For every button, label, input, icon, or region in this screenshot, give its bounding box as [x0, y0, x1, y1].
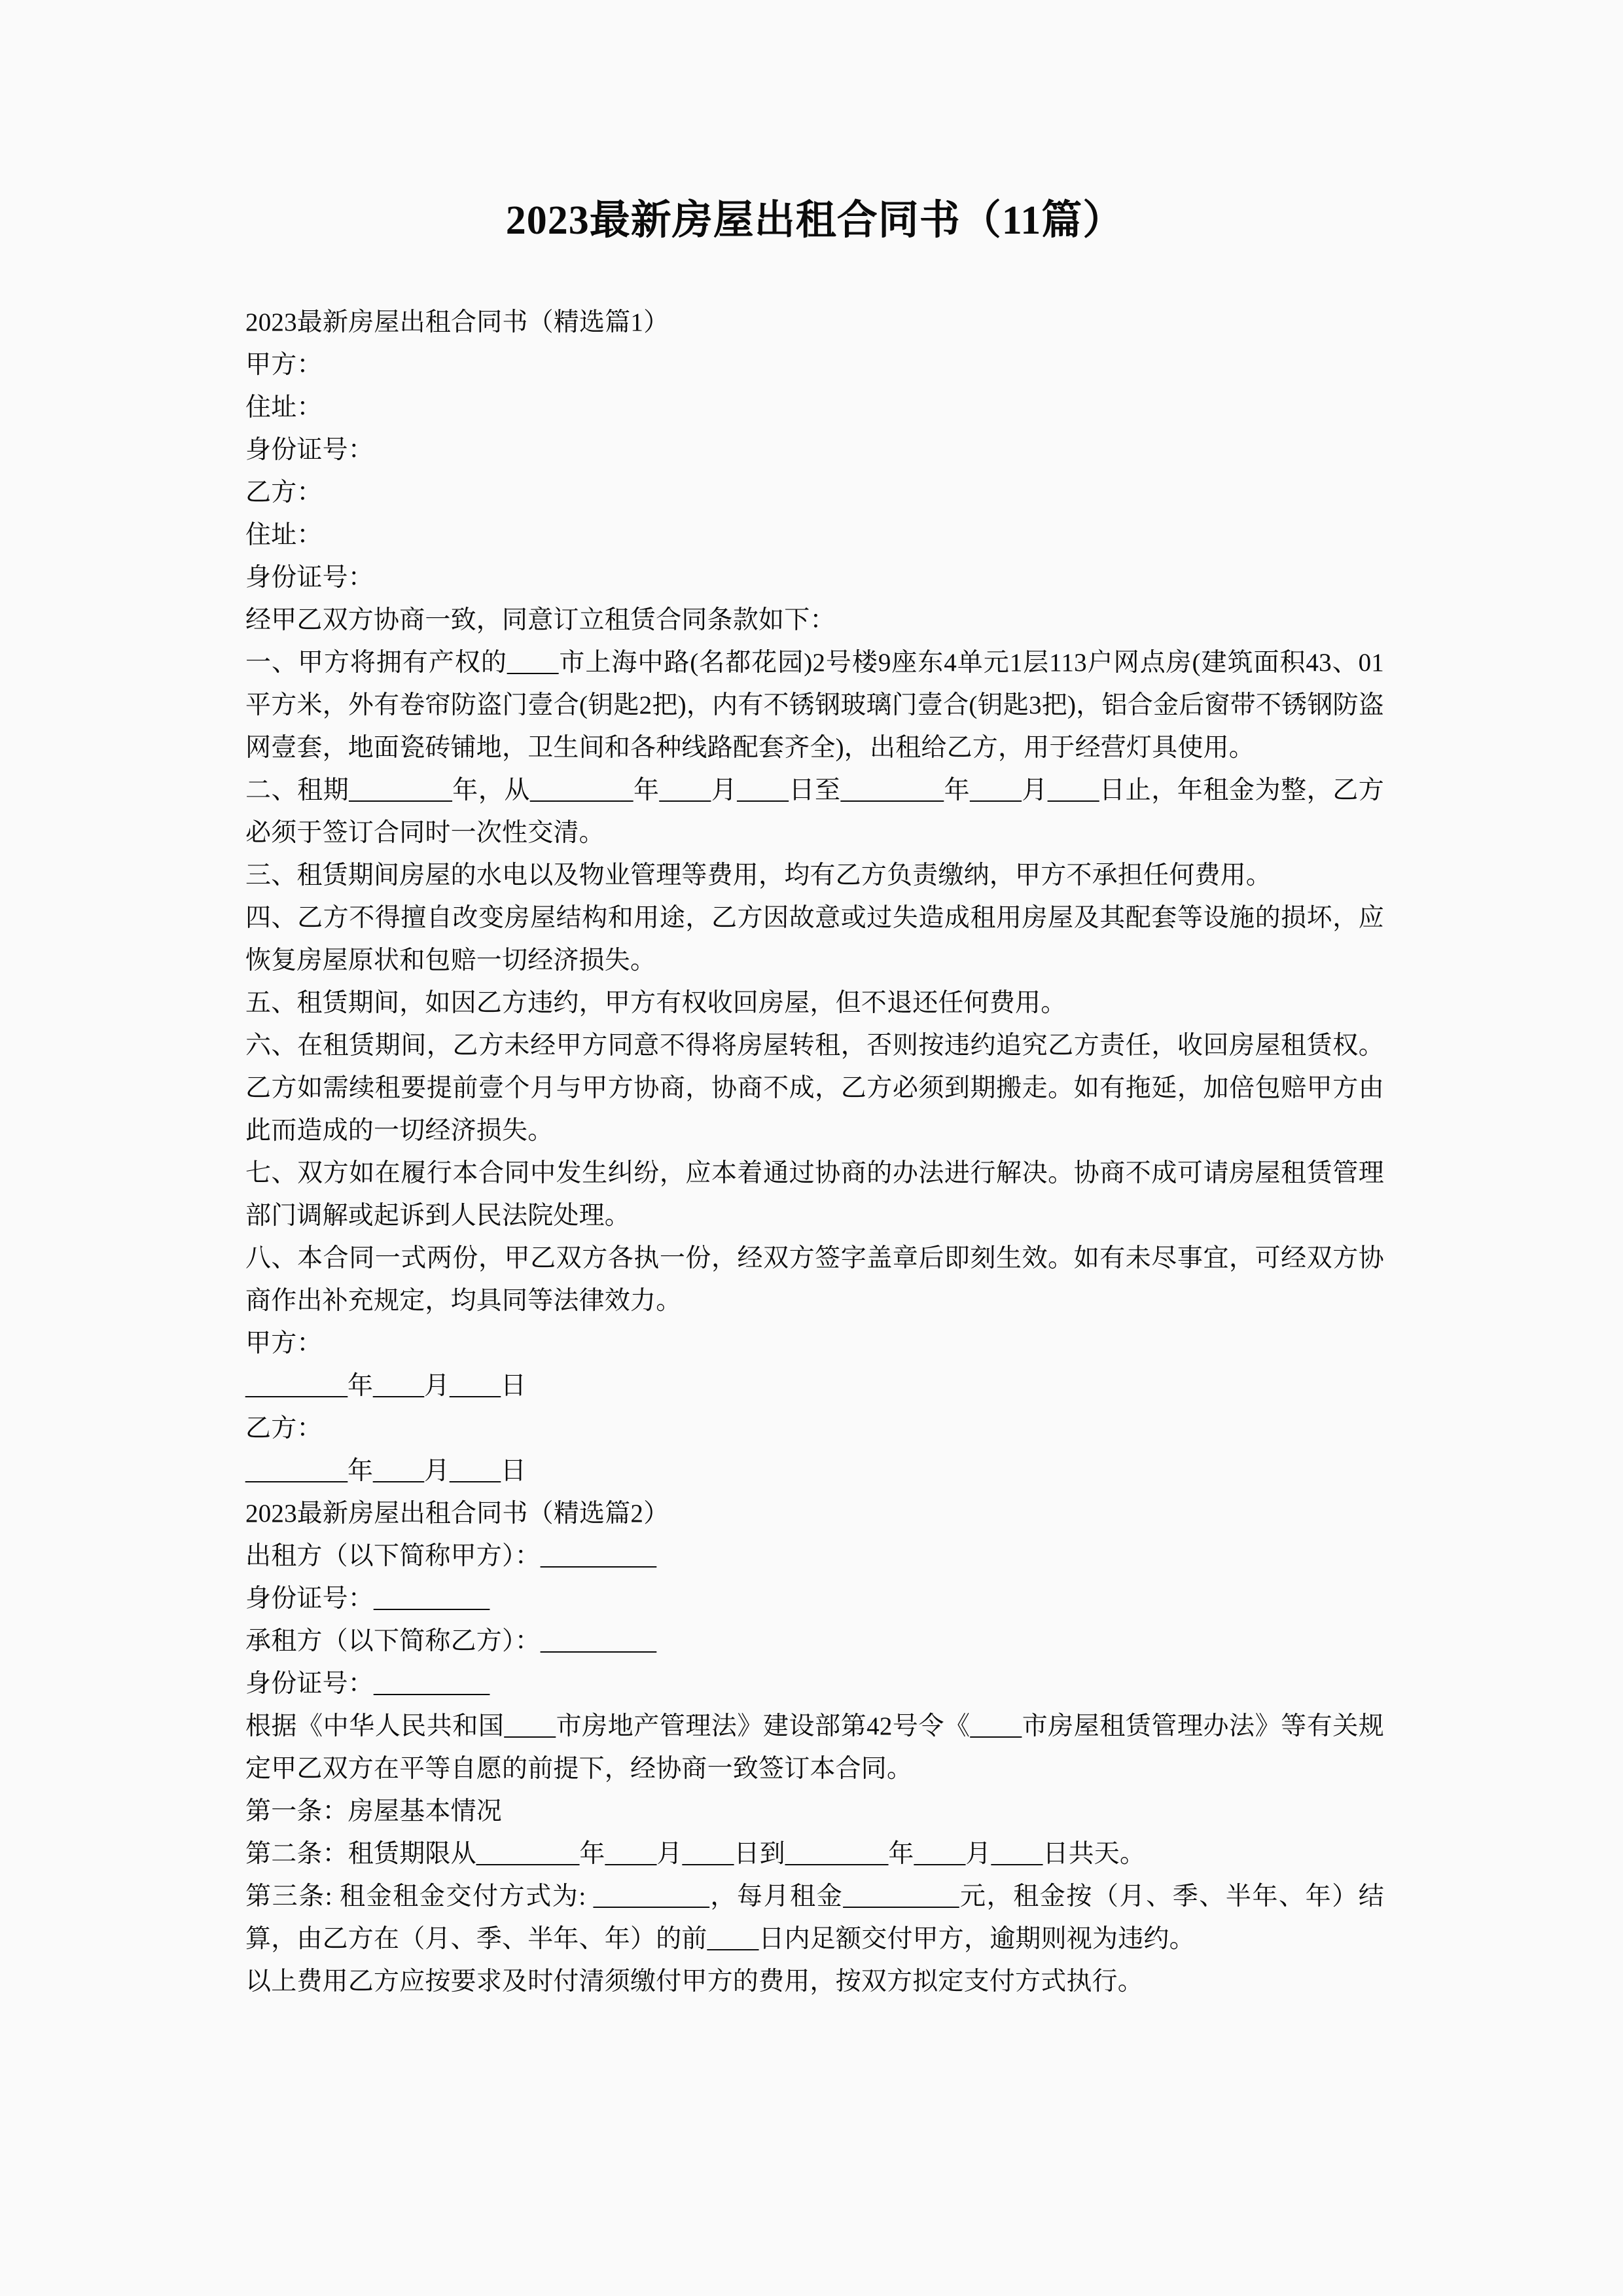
- title-spacer: [245, 245, 1384, 301]
- document-content: [245, 0, 1384, 2003]
- section-1-clause-8: 八、本合同一式两份，甲乙双方各执一份，经双方签字盖章后即刻生效。如有未尽事宜，可经双方协商作出补充规定，均具同等法律效力。: [245, 1244, 1384, 1316]
- section-1-party-b-id-label: 身份证号：: [245, 564, 374, 592]
- section-2-preamble: 根据《中华人民共和国____市房地产管理法》建设部第42号令《____市房屋租赁管理办法》等有关规定甲乙双方在平等自愿的前提下，经协商一致签订本合同。: [245, 1712, 1384, 1784]
- section-2-article-3-note: 以上费用乙方应按要求及时付清须缴付甲方的费用，按双方拟定支付方式执行。: [245, 1967, 1144, 1996]
- section-1-party-b-address-label: 住址：: [245, 521, 323, 550]
- section-2-lessor-field: 出租方（以下简称甲方）：_________: [245, 1542, 657, 1571]
- section-1-clause-4: 四、乙方不得擅自改变房屋结构和用途，乙方因故意或过失造成租用房屋及其配套等设施的损坏，应恢复房屋原状和包赔一切经济损失。: [245, 904, 1384, 975]
- section-2-article-1: 第一条：房屋基本情况: [245, 1797, 503, 1826]
- section-1-party-b-label: 乙方：: [245, 478, 323, 507]
- section-1-party-a-label: 甲方：: [245, 351, 323, 380]
- section-2-article-2: 第二条：租赁期限从________年____月____日到________年____月____日共天。: [245, 1840, 1146, 1869]
- section-2-heading: 2023最新房屋出租合同书（精选篇2）: [245, 1499, 669, 1528]
- section-2-lessee-field: 承租方（以下简称乙方）：_________: [245, 1627, 657, 1656]
- section-1-clause-2: 二、租期________年，从________年____月____日至________年____月____日止，年租金为整，乙方必须于签订合同时一次性交清。: [245, 776, 1384, 848]
- section-1-party-a-id-label: 身份证号：: [245, 436, 374, 465]
- section-1-clause-3: 三、租赁期间房屋的水电以及物业管理等费用，均有乙方负责缴纳，甲方不承担任何费用。: [245, 861, 1272, 890]
- section-1-heading: 2023最新房屋出租合同书（精选篇1）: [245, 308, 669, 337]
- page-title: 2023最新房屋出租合同书（11篇）: [505, 198, 1124, 243]
- section-1-clause-6: 六、在租赁期间，乙方未经甲方同意不得将房屋转租，否则按违约追究乙方责任，收回房屋租赁权。乙方如需续租要提前壹个月与甲方协商，协商不成，乙方必须到期搬走。如有拖延，加倍包赔甲方由此而造成的一切经济损失。: [245, 1031, 1384, 1145]
- section-1-clause-7: 七、双方如在履行本合同中发生纠纷，应本着通过协商的办法进行解决。协商不成可请房屋租赁管理部门调解或起诉到人民法院处理。: [245, 1159, 1384, 1230]
- section-2-lessee-id-field: 身份证号：_________: [245, 1670, 490, 1698]
- section-1-signature-party-a-date: ________年____月____日: [245, 1372, 527, 1401]
- section-1-signature-party-a-label: 甲方：: [245, 1329, 323, 1358]
- section-1-signature-party-b-date: ________年____月____日: [245, 1457, 527, 1486]
- section-1-clause-5: 五、租赁期间，如因乙方违约，甲方有权收回房屋，但不退还任何费用。: [245, 989, 1067, 1018]
- section-1-signature-party-b-label: 乙方：: [245, 1414, 323, 1443]
- section-2-lessor-id-field: 身份证号：_________: [245, 1585, 490, 1613]
- section-2-article-3: 第三条: 租金租金交付方式为: _________，每月租金_________元，租金按（月、季、半年、年）结算，由乙方在（月、季、半年、年）的前____日内足额交付甲方，逾期则视为违约。: [245, 1882, 1384, 1954]
- section-1-party-a-address-label: 住址：: [245, 393, 323, 422]
- section-1-agreement-intro: 经甲乙双方协商一致，同意订立租赁合同条款如下：: [245, 606, 836, 635]
- section-1-clause-1: 一、甲方将拥有产权的____市上海中路(名都花园)2号楼9座东4单元1层113户网点房(建筑面积43、01平方米，外有卷帘防盗门壹合(钥匙2把)，内有不锈钢玻璃门壹合(钥匙3把)，铝合金后窗带不锈钢防盗网壹套，地面瓷砖铺地，卫生间和各种线路配套齐全)，出租给乙方，用于经营灯具使用。: [245, 649, 1384, 762]
